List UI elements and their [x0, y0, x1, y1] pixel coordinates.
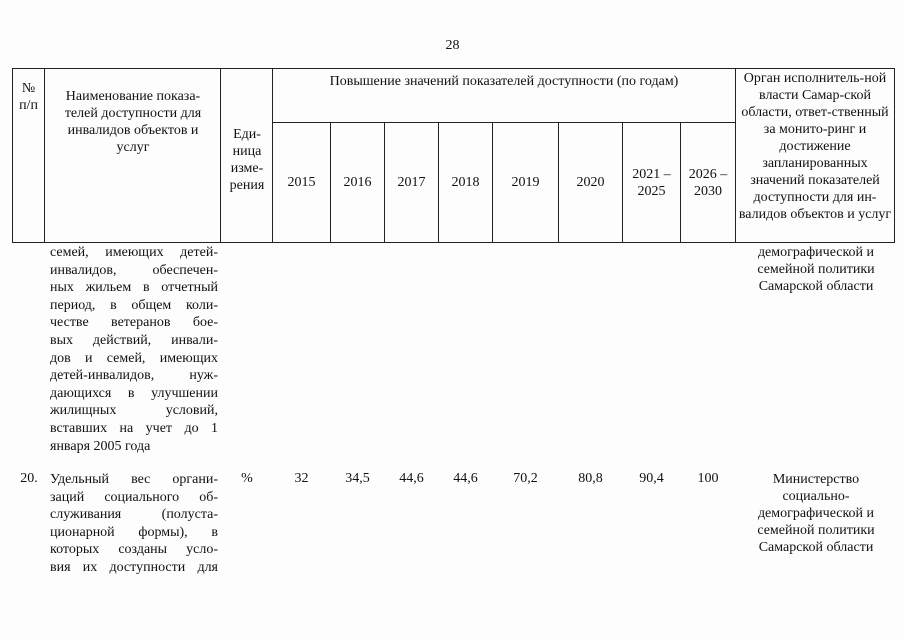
row-org: Министерство социально- демографической и семейной политики Самарской области [757, 472, 875, 555]
year-header: 2016 [343, 175, 372, 190]
year-header: 2018 [451, 175, 480, 190]
header-org: Орган исполнитель-ной власти Самар-ской области, ответ-ственный за монито-ринг и достижение запланированных значений показателей доступности для ин-валидов объектов и услуг [738, 71, 892, 222]
value-2017: 44,6 [399, 471, 424, 486]
year-header: 2020 [576, 175, 605, 190]
continuation-org: демографической и семейной политики Самарской области [757, 245, 875, 294]
value-2021-2025: 90,4 [639, 471, 664, 486]
value-2015: 32 [294, 471, 309, 486]
continuation-name: семей, имеющих детей- инвалидов, обеспечен- ных жильем в отчетный период, в общем коли- честве ветеранов бое- вых действий, инвали- дов и семей, имеющих детей-инвалидов, нуж- дающихся в улучшении жилищных условий, вставших на учет до 1 января 2005 года [50, 245, 218, 454]
header-num: № п/п [19, 81, 38, 113]
value-2026-2030: 100 [697, 471, 719, 486]
value-2019: 70,2 [513, 471, 538, 486]
value-2018: 44,6 [453, 471, 478, 486]
year-header: 2017 [397, 175, 426, 190]
year-header: 2021 – 2025 [632, 166, 671, 199]
header-name: Наименование показа-телей доступности для инвалидов объектов и услуг [64, 89, 202, 155]
year-header: 2026 – 2030 [688, 166, 728, 199]
header-group: Повышение значений показателей доступности (по годам) [329, 73, 679, 89]
row-unit: % [241, 471, 253, 486]
year-header: 2019 [511, 175, 540, 190]
row-number: 20. [20, 471, 38, 486]
year-header: 2015 [287, 175, 316, 190]
value-2020: 80,8 [578, 471, 603, 486]
value-2016: 34,5 [345, 471, 370, 486]
page-number: 28 [445, 38, 460, 53]
header-unit: Еди-ница изме-рения [229, 127, 265, 193]
row-name: Удельный вес органи- заций социального об- служивания (полуста- ционарной формы), в которых созданы усло- вия их доступности для [50, 472, 218, 575]
